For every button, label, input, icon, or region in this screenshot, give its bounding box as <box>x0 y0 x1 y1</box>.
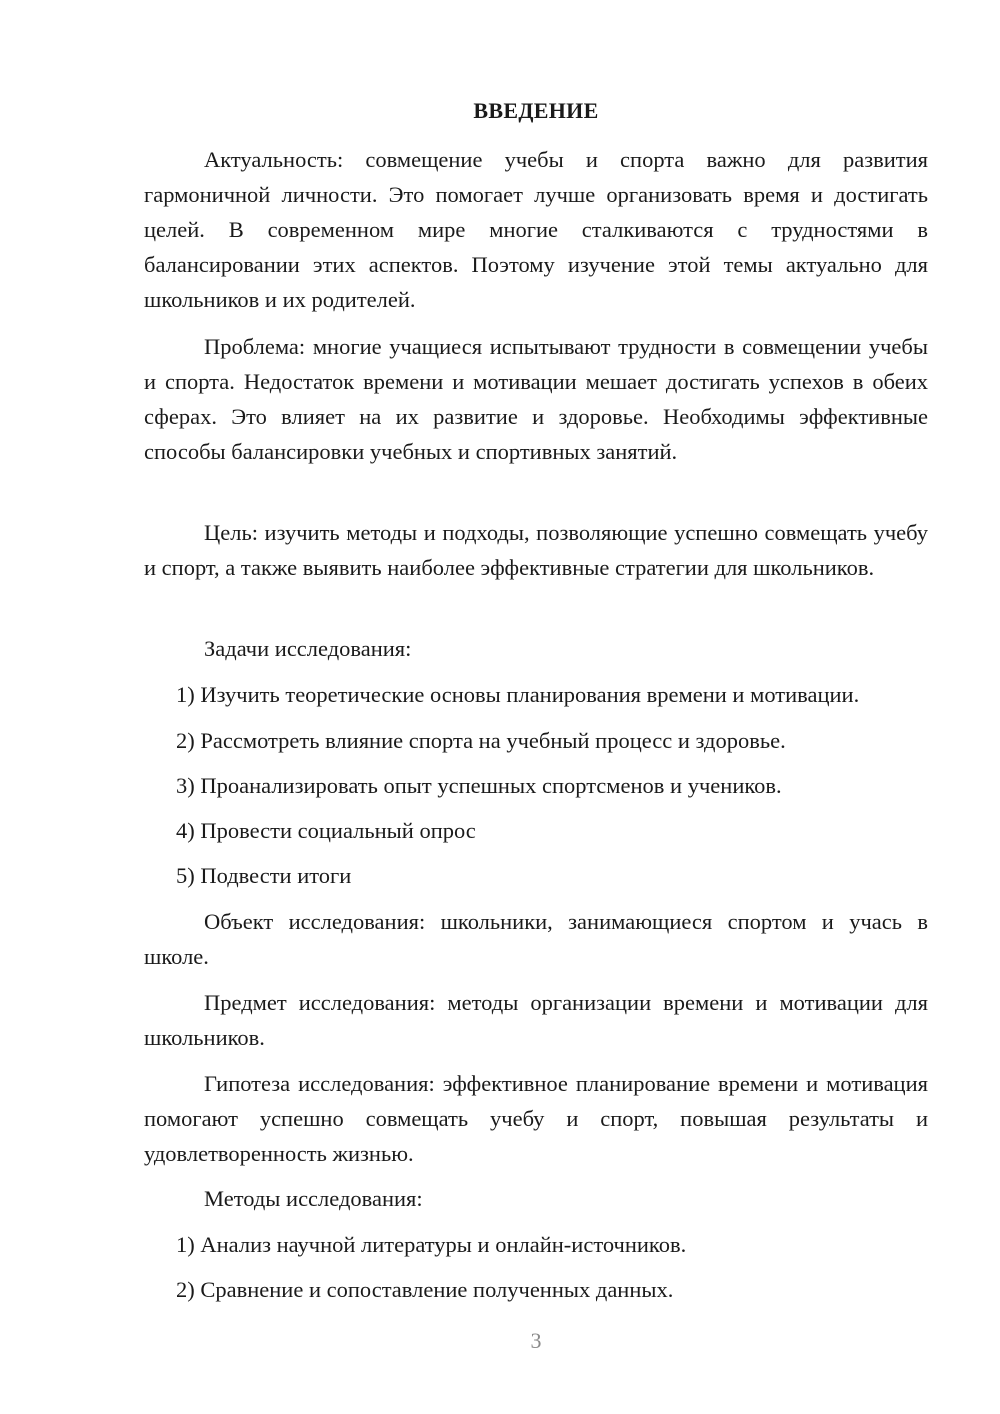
page-number: 3 <box>530 1328 542 1353</box>
page-title: ВВЕДЕНИЕ <box>473 98 599 123</box>
object-paragraph: Объект исследования: школьники, занимающиеся спортом и учась в школе. <box>144 909 928 969</box>
goal-paragraph: Цель: изучить методы и подходы, позволяющие успешно совмещать учебу и спорт, а также выявить наиболее эффективные стратегии для школьников. <box>144 520 928 580</box>
task-item: 3) Проанализировать опыт успешных спортсменов и учеников. <box>176 773 782 798</box>
methods-heading: Методы исследования: <box>204 1186 423 1211</box>
task-item: 5) Подвести итоги <box>176 863 352 888</box>
task-item: 1) Изучить теоретические основы планирования времени и мотивации. <box>176 682 860 707</box>
method-item: 2) Сравнение и сопоставление полученных данных. <box>176 1277 674 1302</box>
method-item: 1) Анализ научной литературы и онлайн-источников. <box>176 1232 687 1257</box>
hypothesis-paragraph: Гипотеза исследования: эффективное планирование времени и мотивация помогают успешно совмещать учебу и спорт, повышая результаты и удовлетворенность жизнью. <box>144 1071 928 1166</box>
tasks-heading: Задачи исследования: <box>204 636 412 661</box>
task-item: 4) Провести социальный опрос <box>176 818 476 843</box>
subject-paragraph: Предмет исследования: методы организации времени и мотивации для школьников. <box>144 990 928 1050</box>
task-item: 2) Рассмотреть влияние спорта на учебный процесс и здоровье. <box>176 728 786 753</box>
relevance-paragraph: Актуальность: совмещение учебы и спорта важно для развития гармоничной личности. Это помогает лучше организовать время и достигать целей. В современном мире многие сталкиваются с трудностями в балансировании этих аспектов. Поэтому изучение этой темы актуально для школьников и их родителей. <box>144 147 928 312</box>
problem-paragraph: Проблема: многие учащиеся испытывают трудности в совмещении учебы и спорта. Недостаток времени и мотивации мешает достигать успехов в обеих сферах. Это влияет на их развитие и здоровье. Необходимы эффективные способы балансировки учебных и спортивных занятий. <box>144 334 928 464</box>
